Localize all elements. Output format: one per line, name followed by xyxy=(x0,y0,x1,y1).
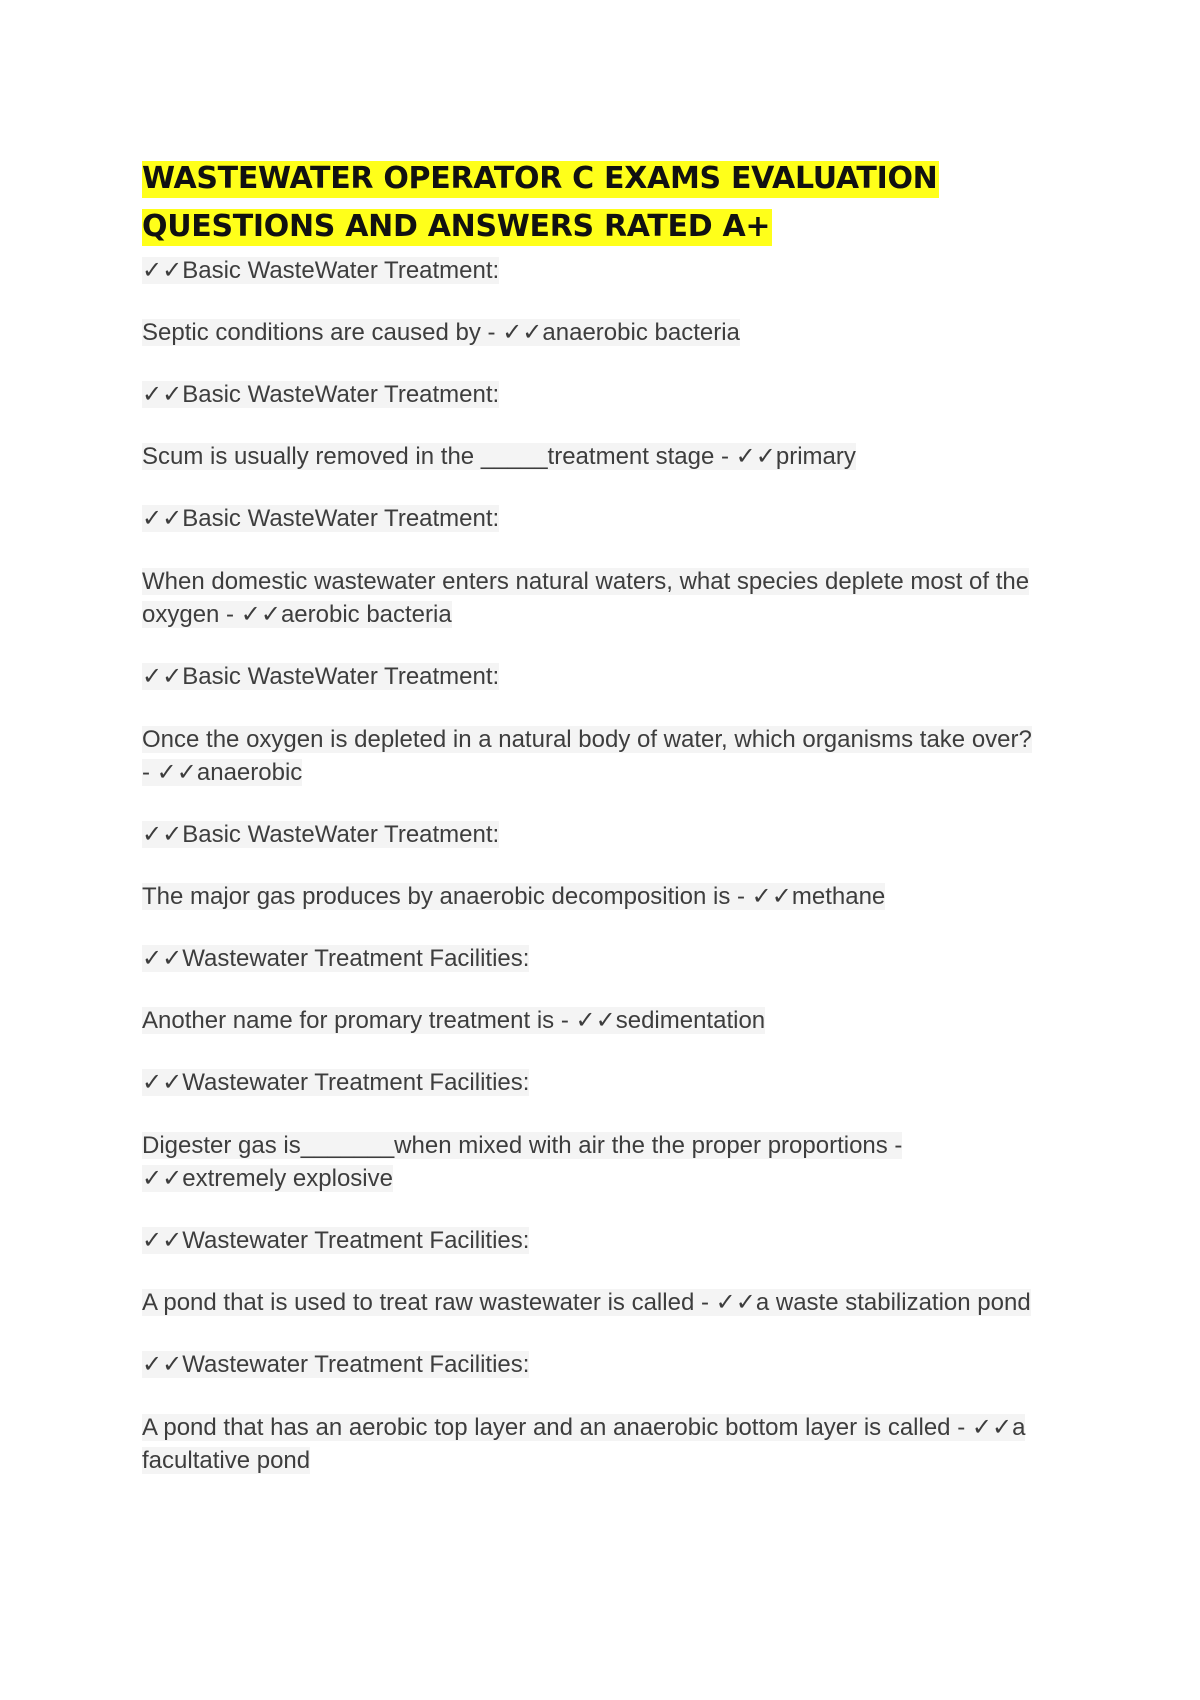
document-title xyxy=(142,155,1042,251)
question-answer: A pond that is used to treat raw wastewater is called - ✓✓a waste stabilization pond xyxy=(142,1289,1031,1316)
question-answer: Septic conditions are caused by - ✓✓anaerobic bacteria xyxy=(142,319,740,346)
question-answer: Once the oxygen is depleted in a natural body of water, which organisms take over? - ✓✓anaerobic xyxy=(142,726,1032,786)
document-page xyxy=(142,155,1042,1477)
qa-list xyxy=(142,255,1042,1477)
category-heading: ✓✓Basic WasteWater Treatment: xyxy=(142,505,500,532)
question-answer: The major gas produces by anaerobic decomposition is - ✓✓methane xyxy=(142,883,886,910)
question-answer: Another name for promary treatment is - ✓✓sedimentation xyxy=(142,1007,766,1034)
category-heading: ✓✓Wastewater Treatment Facilities: xyxy=(142,1069,530,1096)
title-line-2: QUESTIONS AND ANSWERS RATED A+ xyxy=(142,209,771,244)
category-heading: ✓✓Basic WasteWater Treatment: xyxy=(142,381,500,408)
category-heading: ✓✓Basic WasteWater Treatment: xyxy=(142,821,500,848)
question-answer: Digester gas is_______when mixed with air the the proper proportions - ✓✓extremely explosive xyxy=(142,1132,903,1192)
question-answer: Scum is usually removed in the _____treatment stage - ✓✓primary xyxy=(142,443,856,470)
category-heading: ✓✓Wastewater Treatment Facilities: xyxy=(142,1351,530,1378)
title-line-1: WASTEWATER OPERATOR C EXAMS EVALUATION xyxy=(142,161,938,196)
category-heading: ✓✓Basic WasteWater Treatment: xyxy=(142,257,500,284)
category-heading: ✓✓Wastewater Treatment Facilities: xyxy=(142,945,530,972)
category-heading: ✓✓Wastewater Treatment Facilities: xyxy=(142,1227,530,1254)
category-heading: ✓✓Basic WasteWater Treatment: xyxy=(142,663,500,690)
question-answer: When domestic wastewater enters natural waters, what species deplete most of the oxygen - ✓✓aerobic bacteria xyxy=(142,568,1030,628)
question-answer: A pond that has an aerobic top layer and an anaerobic bottom layer is called - ✓✓a facultative pond xyxy=(142,1414,1026,1474)
